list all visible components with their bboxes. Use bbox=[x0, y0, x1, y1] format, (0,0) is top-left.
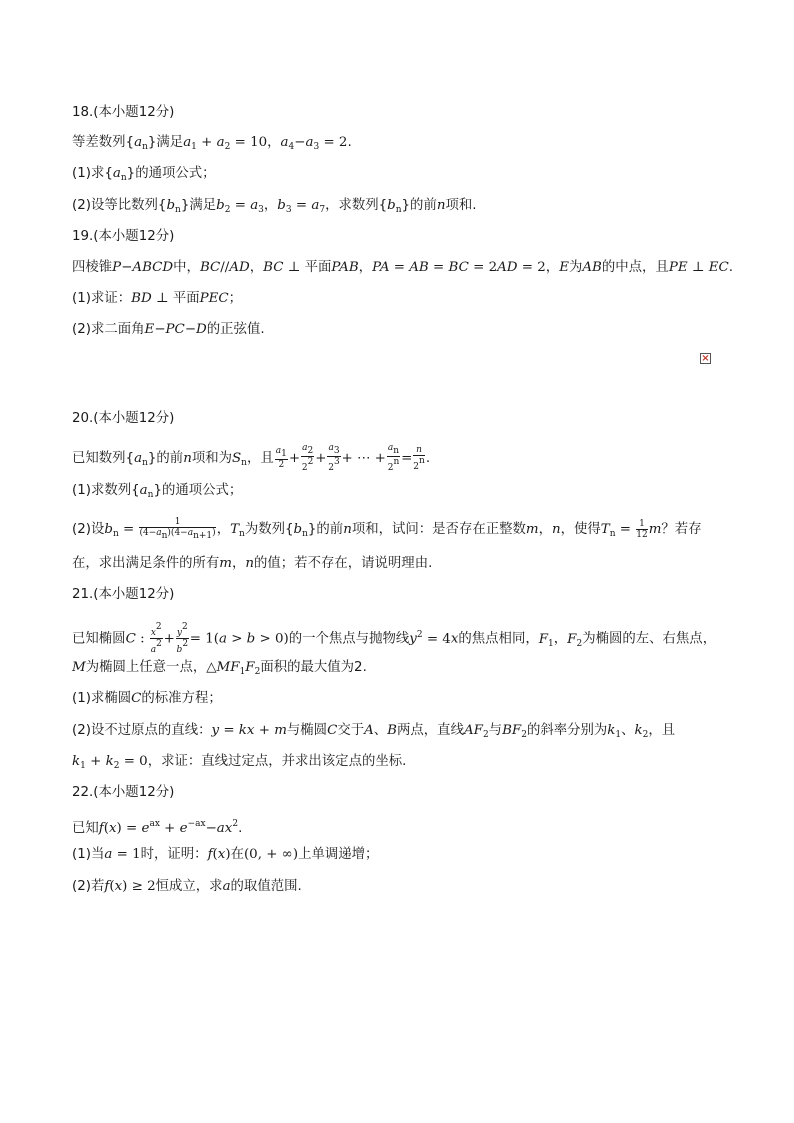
q18-part1: (1)求$\{a_n\}$的通项公式； bbox=[72, 166, 216, 183]
q21-statement-line2: M为椭圆上任意一点，$\triangle MF_1F_2$面积的最大值为2. bbox=[72, 660, 367, 677]
q20-part2-line1: (2)设$b_n$ = $\frac{1}{(4-an)(4-an+1)}$ ，$T_n$为数列$\{b_n\}$的前n项和，试问：是否存在正整数m，n，使得$T_n$ = $\frac{1}{12}$ m？若存 bbox=[72, 517, 702, 541]
q19-statement: 四棱锥P−ABCD中，BC//AD，BC ⊥ 平面PAB，PA = AB = BC = 2AD = 2，E为AB的中点，且PE ⊥ EC. bbox=[72, 260, 734, 275]
q19-part1: (1)求证：BD ⊥ 平面PEC； bbox=[72, 291, 243, 306]
q20-part2-line2: 在，求出满足条件的所有m，n的值；若不存在，请说明理由. bbox=[72, 556, 433, 571]
q20-heading: 20.(本小题12分) bbox=[72, 411, 175, 426]
q21-statement-line1: 已知椭圆C : $\frac{x2}{a2}$ + $\frac{y2}{b2}$ = 1(a > b > 0)的一个焦点与抛物线$y^2 = 4x$的焦点相同，$F_1$，$F_2$为椭圆的左、右焦点， bbox=[72, 622, 717, 655]
q21-part2-line1: (2)设不过原点的直线：y = kx + m与椭圆C交于A、B两点，直线$AF_2$与$BF_2$的斜率分别为$k_1$、$k_2$，且 bbox=[72, 723, 676, 740]
broken-image-icon: × bbox=[701, 353, 710, 364]
q20-part1: (1)求数列$\{a_n\}$的通项公式； bbox=[72, 483, 243, 500]
q22-part2: (2)若f(x) ≥ 2恒成立，求a的取值范围. bbox=[72, 879, 302, 894]
q19-heading: 19.(本小题12分) bbox=[72, 229, 175, 244]
q21-part2-line2: $k_1 + k_2 = 0$，求证：直线过定点，并求出该定点的坐标. bbox=[72, 754, 407, 771]
q18-heading: 18.(本小题12分) bbox=[72, 105, 175, 120]
q19-part2: (2)求二面角E−PC−D的正弦值. bbox=[72, 322, 265, 337]
q20-statement: 已知数列$\{a_n\}$的前n项和为$S_n$，且 $\frac{a1}{2}$ + $\frac{a2}{22}$ + $\frac{a3}{23}$ + ⋯ + $\frac{an}{2n}$ = $\frac{n}{2n}$ . bbox=[72, 443, 431, 473]
q18-part2: (2)设等比数列$\{b_n\}$满足$b_2 = a_3$，$b_3 = a_7$，求数列$\{b_n\}$的前n项和. bbox=[72, 198, 477, 215]
q18-statement: 等差数列$\{a_n\}$满足$a_1 + a_2 = 10$，$a_4-a_3 = 2$. bbox=[72, 135, 352, 152]
q21-heading: 21.(本小题12分) bbox=[72, 587, 175, 602]
q22-heading: 22.(本小题12分) bbox=[72, 785, 175, 800]
q22-statement: 已知$f(x) = e^{ax} + e^{-ax}-ax^2$. bbox=[72, 819, 243, 836]
q21-part1: (1)求椭圆C的标准方程； bbox=[72, 691, 222, 706]
q22-part1: (1)当a = 1时，证明：f(x)在(0, + ∞)上单调递增； bbox=[72, 847, 379, 862]
